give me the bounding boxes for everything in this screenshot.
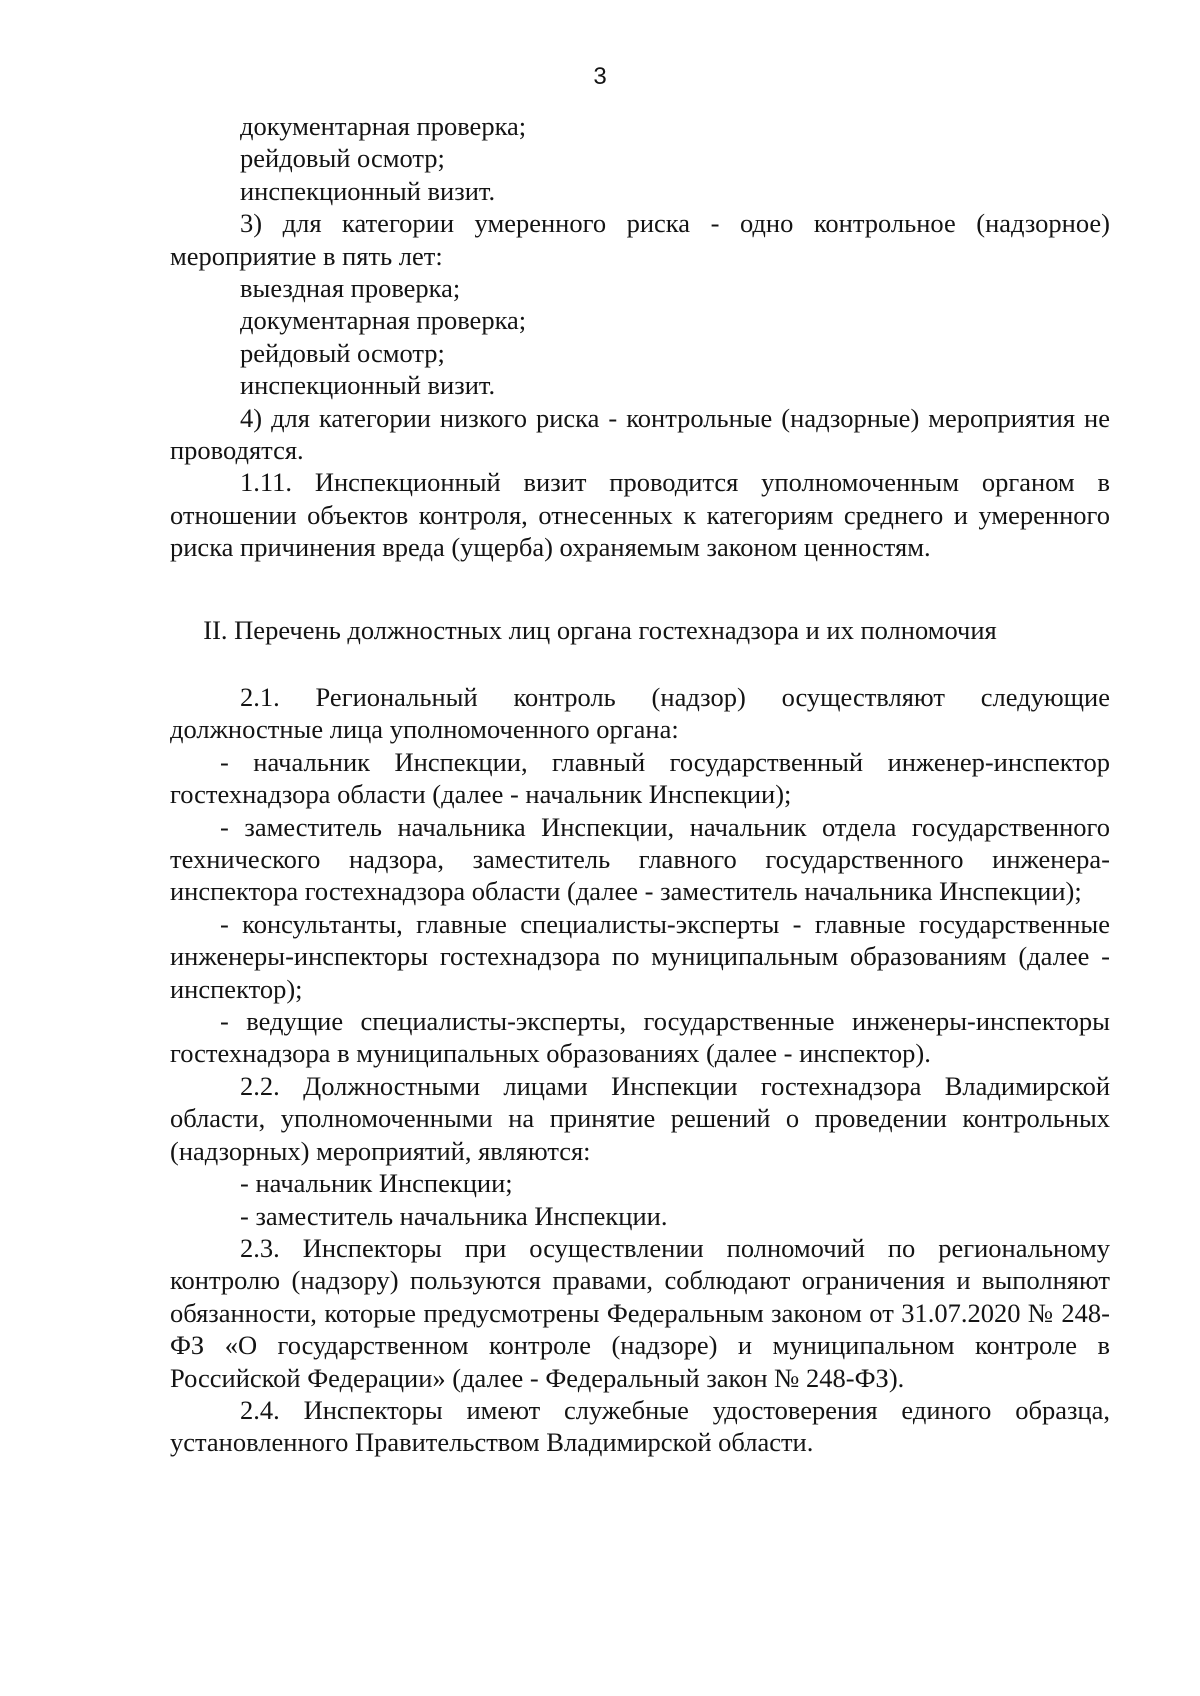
paragraph-item-3: 3) для категории умеренного риска - одно контрольное (надзорное) мероприятие в пять лет: [170,208,1110,271]
paragraph-2-3: 2.3. Инспекторы при осуществлении полномочий по региональному контролю (надзору) пользуются правами, соблюдают ограничения и выполняют обязанности, которые предусмотрены Федеральным законом от 31.07.2020 № 248-ФЗ «О государственном контроле (надзоре) и муниципальном контроле в Российской Федерации» (далее - Федеральный закон № 248-ФЗ). [170,1232,1110,1393]
list-item: инспекционный визит. [240,175,496,206]
section-2-body [170,681,1110,1459]
decision-maker-item: - начальник Инспекции; [240,1168,513,1199]
section-1-continuation [170,110,1110,564]
paragraph-2-4: 2.4. Инспекторы имеют служебные удостоверения единого образца, установленного Правительством Владимирской области. [170,1394,1110,1458]
official-item: - консультанты, главные специалисты-эксперты - главные государственные инженеры-инспекторы гостехнадзора по муниципальным образованиям (далее - инспектор); [170,908,1110,1004]
list-item: рейдовый осмотр; [240,143,445,174]
paragraph-1-11: 1.11. Инспекционный визит проводится уполномоченным органом в отношении объектов контроля, отнесенных к категориям среднего и умеренного риска причинения вреда (ущерба) охраняемым законом ценностям. [170,467,1110,563]
section-2-heading: II. Перечень должностных лиц органа гостехнадзора и их полномочия [203,615,997,645]
list-item: рейдовый осмотр; [240,337,445,368]
official-item: - заместитель начальника Инспекции, начальник отдела государственного технического надзора, заместитель главного государственного инженера-инспектора гостехнадзора области (далее - заместитель начальника Инспекции); [170,811,1110,907]
page-number: 3 [593,63,607,90]
official-item: - начальник Инспекции, главный государственный инженер-инспектор гостехнадзора области (далее - начальник Инспекции); [170,746,1110,810]
official-item: - ведущие специалисты-эксперты, государственные инженеры-инспекторы гостехнадзора в муниципальных образованиях (далее - инспектор). [170,1006,1110,1069]
paragraph-item-4: 4) для категории низкого риска - контрольные (надзорные) мероприятия не проводятся. [170,402,1110,466]
decision-maker-item: - заместитель начальника Инспекции. [240,1200,668,1231]
paragraph-2-1: 2.1. Региональный контроль (надзор) осуществляют следующие должностные лица уполномоченного органа: [170,682,1110,745]
list-item: документарная проверка; [240,111,527,141]
list-item: документарная проверка; [240,305,527,336]
list-item: инспекционный визит. [240,370,496,401]
paragraph-2-2: 2.2. Должностными лицами Инспекции гостехнадзора Владимирской области, уполномоченными на принятие решений о проведении контрольных (надзорных) мероприятий, являются: [170,1070,1110,1166]
list-item: выездная проверка; [240,273,461,304]
